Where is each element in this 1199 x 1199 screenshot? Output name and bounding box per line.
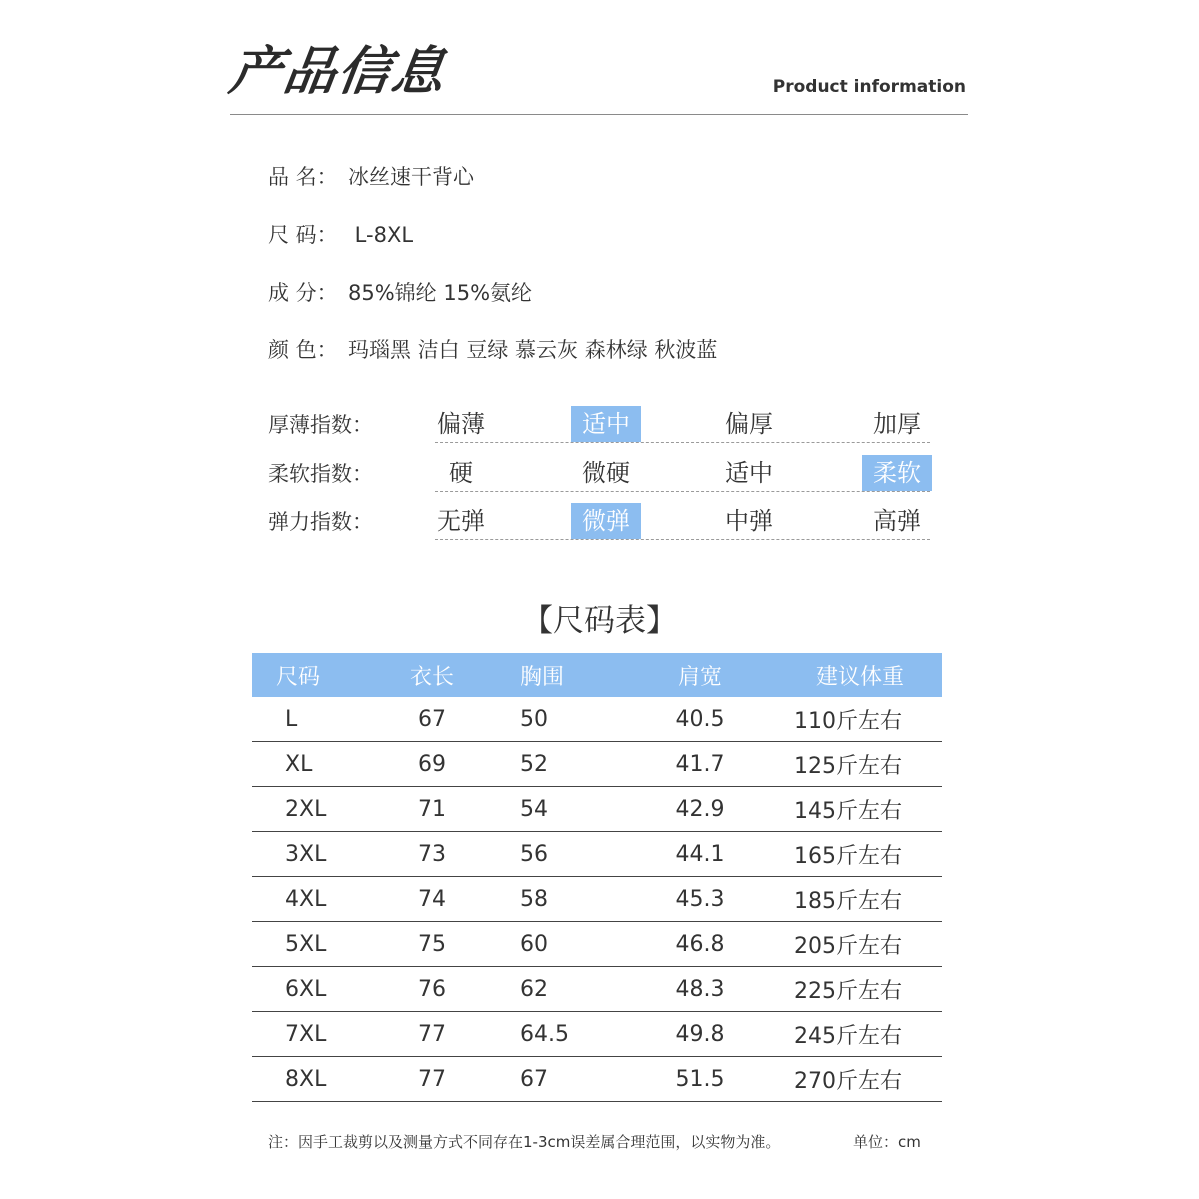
info-label: 品 名： xyxy=(268,165,338,189)
size-table-body xyxy=(252,697,942,1102)
index-option: 偏薄 xyxy=(437,410,485,438)
table-cell: 145斤左右 xyxy=(788,787,942,832)
table-row xyxy=(252,742,942,787)
header-divider xyxy=(230,114,968,115)
table-cell: 74 xyxy=(344,877,520,922)
table-cell: 58 xyxy=(520,877,612,922)
table-row xyxy=(252,1012,942,1057)
info-value: 冰丝速干背心 xyxy=(348,165,474,189)
unit-label: 单位：cm xyxy=(853,1133,921,1151)
table-cell: 77 xyxy=(344,1012,520,1057)
header-chest: 胸围 xyxy=(520,653,612,697)
index-option: 高弹 xyxy=(873,507,921,535)
table-cell: 245斤左右 xyxy=(788,1012,942,1057)
table-row xyxy=(252,877,942,922)
table-cell: 64.5 xyxy=(520,1012,612,1057)
info-row-name xyxy=(268,161,474,191)
table-cell: 76 xyxy=(344,967,520,1012)
index-option: 无弹 xyxy=(437,507,485,535)
thickness-index-label: 厚薄指数： xyxy=(268,413,373,437)
info-label: 尺 码： xyxy=(268,223,338,247)
page-title: 产品信息 xyxy=(225,42,451,102)
elasticity-index-label: 弹力指数： xyxy=(268,510,373,534)
table-cell: 40.5 xyxy=(612,697,788,742)
table-cell: 77 xyxy=(344,1057,520,1102)
index-option: 柔软 xyxy=(862,455,932,491)
table-cell: 185斤左右 xyxy=(788,877,942,922)
table-cell: 75 xyxy=(344,922,520,967)
table-cell: XL xyxy=(252,742,344,787)
table-cell: 110斤左右 xyxy=(788,697,942,742)
size-table-title: 【尺码表】 xyxy=(522,603,677,639)
table-cell: 4XL xyxy=(252,877,344,922)
table-cell: 6XL xyxy=(252,967,344,1012)
index-option: 微弹 xyxy=(571,503,641,539)
elasticity-index-scale xyxy=(435,503,930,540)
table-cell: 60 xyxy=(520,922,612,967)
info-row-size xyxy=(268,219,413,249)
table-cell: 46.8 xyxy=(612,922,788,967)
table-row xyxy=(252,697,942,742)
header-length: 衣长 xyxy=(344,653,520,697)
table-cell: 73 xyxy=(344,832,520,877)
table-cell: 67 xyxy=(344,697,520,742)
table-cell: 54 xyxy=(520,787,612,832)
table-cell: 42.9 xyxy=(612,787,788,832)
info-label: 颜 色： xyxy=(268,338,338,362)
table-cell: 2XL xyxy=(252,787,344,832)
table-cell: L xyxy=(252,697,344,742)
info-row-material xyxy=(268,277,532,307)
table-cell: 49.8 xyxy=(612,1012,788,1057)
index-option: 微硬 xyxy=(582,459,630,487)
table-cell: 205斤左右 xyxy=(788,922,942,967)
table-cell: 7XL xyxy=(252,1012,344,1057)
table-cell: 67 xyxy=(520,1057,612,1102)
page-subtitle: Product information xyxy=(772,77,966,97)
index-option: 适中 xyxy=(725,459,773,487)
table-cell: 5XL xyxy=(252,922,344,967)
table-cell: 125斤左右 xyxy=(788,742,942,787)
size-table xyxy=(252,653,942,1102)
table-cell: 8XL xyxy=(252,1057,344,1102)
table-cell: 165斤左右 xyxy=(788,832,942,877)
size-table-header-row xyxy=(252,653,942,697)
index-option: 适中 xyxy=(571,406,641,442)
info-value: 85%锦纶 15%氨纶 xyxy=(348,281,533,305)
table-cell: 56 xyxy=(520,832,612,877)
table-cell: 52 xyxy=(520,742,612,787)
table-cell: 48.3 xyxy=(612,967,788,1012)
table-cell: 62 xyxy=(520,967,612,1012)
table-cell: 270斤左右 xyxy=(788,1057,942,1102)
index-option: 中弹 xyxy=(725,507,773,535)
table-cell: 3XL xyxy=(252,832,344,877)
table-row xyxy=(252,787,942,832)
table-cell: 225斤左右 xyxy=(788,967,942,1012)
header-shoulder: 肩宽 xyxy=(612,653,788,697)
table-cell: 51.5 xyxy=(612,1057,788,1102)
table-cell: 41.7 xyxy=(612,742,788,787)
info-value: L-8XL xyxy=(348,223,414,247)
header-size: 尺码 xyxy=(252,653,344,697)
softness-index-scale xyxy=(435,455,930,492)
info-label: 成 分： xyxy=(268,281,338,305)
thickness-index-scale xyxy=(435,406,930,443)
softness-index-label: 柔软指数： xyxy=(268,462,373,486)
table-cell: 71 xyxy=(344,787,520,832)
table-row xyxy=(252,832,942,877)
info-row-color xyxy=(268,334,717,364)
table-row xyxy=(252,922,942,967)
index-option: 偏厚 xyxy=(725,410,773,438)
index-option: 加厚 xyxy=(873,410,921,438)
info-value: 玛瑙黑 洁白 豆绿 慕云灰 森林绿 秋波蓝 xyxy=(348,338,718,362)
header-weight: 建议体重 xyxy=(788,653,942,697)
table-cell: 69 xyxy=(344,742,520,787)
table-cell: 44.1 xyxy=(612,832,788,877)
table-cell: 50 xyxy=(520,697,612,742)
index-option: 硬 xyxy=(449,459,473,487)
footer-note: 注：因手工裁剪以及测量方式不同存在1-3cm误差属合理范围，以实物为准。 xyxy=(268,1133,781,1151)
table-cell: 45.3 xyxy=(612,877,788,922)
table-row xyxy=(252,1057,942,1102)
table-row xyxy=(252,967,942,1012)
